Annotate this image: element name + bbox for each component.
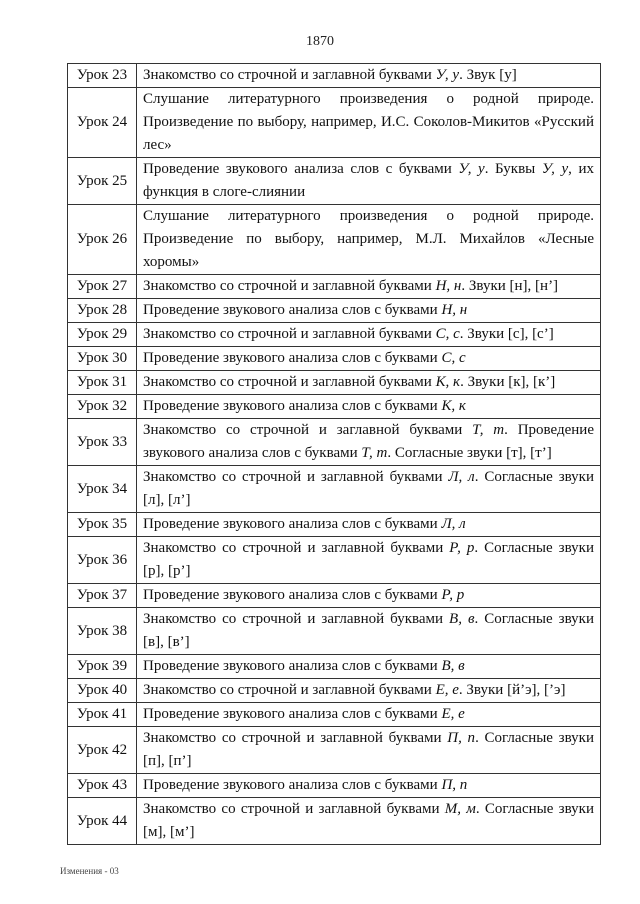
lesson-number: Урок 24	[68, 88, 137, 158]
lesson-number: Урок 23	[68, 64, 137, 88]
table-row	[68, 323, 601, 347]
lesson-description: Знакомство со строчной и заглавной буквами Н, н. Звуки [н], [н’]	[137, 275, 601, 299]
table-row	[68, 395, 601, 419]
lesson-number: Урок 40	[68, 679, 137, 703]
lesson-number: Урок 25	[68, 158, 137, 205]
lesson-description: Проведение звукового анализа слов с буквами Р, р	[137, 584, 601, 608]
lesson-description: Проведение звукового анализа слов с буквами К, к	[137, 395, 601, 419]
lesson-number: Урок 37	[68, 584, 137, 608]
table-row	[68, 584, 601, 608]
lesson-description: Проведение звукового анализа слов с буквами С, с	[137, 347, 601, 371]
table-row	[68, 774, 601, 798]
table-row	[68, 347, 601, 371]
lesson-description: Проведение звукового анализа слов с буквами П, п	[137, 774, 601, 798]
table-row	[68, 655, 601, 679]
lesson-number: Урок 33	[68, 419, 137, 466]
table-row	[68, 608, 601, 655]
lesson-number: Урок 28	[68, 299, 137, 323]
lesson-description: Знакомство со строчной и заглавной буквами М, м. Согласные звуки [м], [м’]	[137, 798, 601, 845]
lesson-description: Слушание литературного произведения о родной природе. Произведение по выбору, например, И.С. Соколов-Микитов «Русский лес»	[137, 88, 601, 158]
lesson-number: Урок 36	[68, 537, 137, 584]
lesson-description: Знакомство со строчной и заглавной буквами К, к. Звуки [к], [к’]	[137, 371, 601, 395]
lesson-description: Слушание литературного произведения о родной природе. Произведение по выбору, например, М.Л. Михайлов «Лесные хоромы»	[137, 205, 601, 275]
lesson-description: Знакомство со строчной и заглавной буквами Е, е. Звуки [й’э], [’э]	[137, 679, 601, 703]
lesson-number: Урок 27	[68, 275, 137, 299]
lesson-description: Знакомство со строчной и заглавной буквами Л, л. Согласные звуки [л], [л’]	[137, 466, 601, 513]
lesson-table	[67, 63, 601, 845]
lesson-number: Урок 38	[68, 608, 137, 655]
lesson-description: Знакомство со строчной и заглавной буквами В, в. Согласные звуки [в], [в’]	[137, 608, 601, 655]
table-row	[68, 88, 601, 158]
table-row	[68, 205, 601, 275]
lesson-description: Проведение звукового анализа слов с буквами Л, л	[137, 513, 601, 537]
lesson-description: Знакомство со строчной и заглавной буквами Р, р. Согласные звуки [р], [р’]	[137, 537, 601, 584]
lesson-number: Урок 44	[68, 798, 137, 845]
lesson-description: Проведение звукового анализа слов с буквами Н, н	[137, 299, 601, 323]
lesson-description: Знакомство со строчной и заглавной буквами У, у. Звук [у]	[137, 64, 601, 88]
lesson-number: Урок 30	[68, 347, 137, 371]
lesson-description: Проведение звукового анализа слов с буквами У, у. Буквы У, у, их функция в слоге-слиянии	[137, 158, 601, 205]
table-row	[68, 371, 601, 395]
lesson-number: Урок 26	[68, 205, 137, 275]
lesson-number: Урок 43	[68, 774, 137, 798]
lesson-description: Знакомство со строчной и заглавной буквами Т, т. Проведение звукового анализа слов с буквами Т, т. Согласные звуки [т], [т’]	[137, 419, 601, 466]
lesson-number: Урок 32	[68, 395, 137, 419]
table-row	[68, 158, 601, 205]
table-row	[68, 299, 601, 323]
table-row	[68, 513, 601, 537]
page-number: 1870	[306, 34, 334, 49]
lesson-description: Проведение звукового анализа слов с буквами Е, е	[137, 703, 601, 727]
lesson-description: Проведение звукового анализа слов с буквами В, в	[137, 655, 601, 679]
table-row	[68, 703, 601, 727]
lesson-number: Урок 31	[68, 371, 137, 395]
lesson-number: Урок 34	[68, 466, 137, 513]
table-row	[68, 466, 601, 513]
lesson-description: Знакомство со строчной и заглавной буквами П, п. Согласные звуки [п], [п’]	[137, 727, 601, 774]
lesson-number: Урок 42	[68, 727, 137, 774]
footer-note: Изменения - 03	[60, 866, 119, 876]
table-row	[68, 419, 601, 466]
table-row	[68, 727, 601, 774]
table-row	[68, 275, 601, 299]
table-row	[68, 64, 601, 88]
lesson-table-body	[68, 64, 601, 845]
table-row	[68, 679, 601, 703]
lesson-number: Урок 29	[68, 323, 137, 347]
lesson-number: Урок 41	[68, 703, 137, 727]
table-row	[68, 537, 601, 584]
lesson-description: Знакомство со строчной и заглавной буквами С, с. Звуки [с], [с’]	[137, 323, 601, 347]
table-row	[68, 798, 601, 845]
lesson-number: Урок 39	[68, 655, 137, 679]
lesson-number: Урок 35	[68, 513, 137, 537]
